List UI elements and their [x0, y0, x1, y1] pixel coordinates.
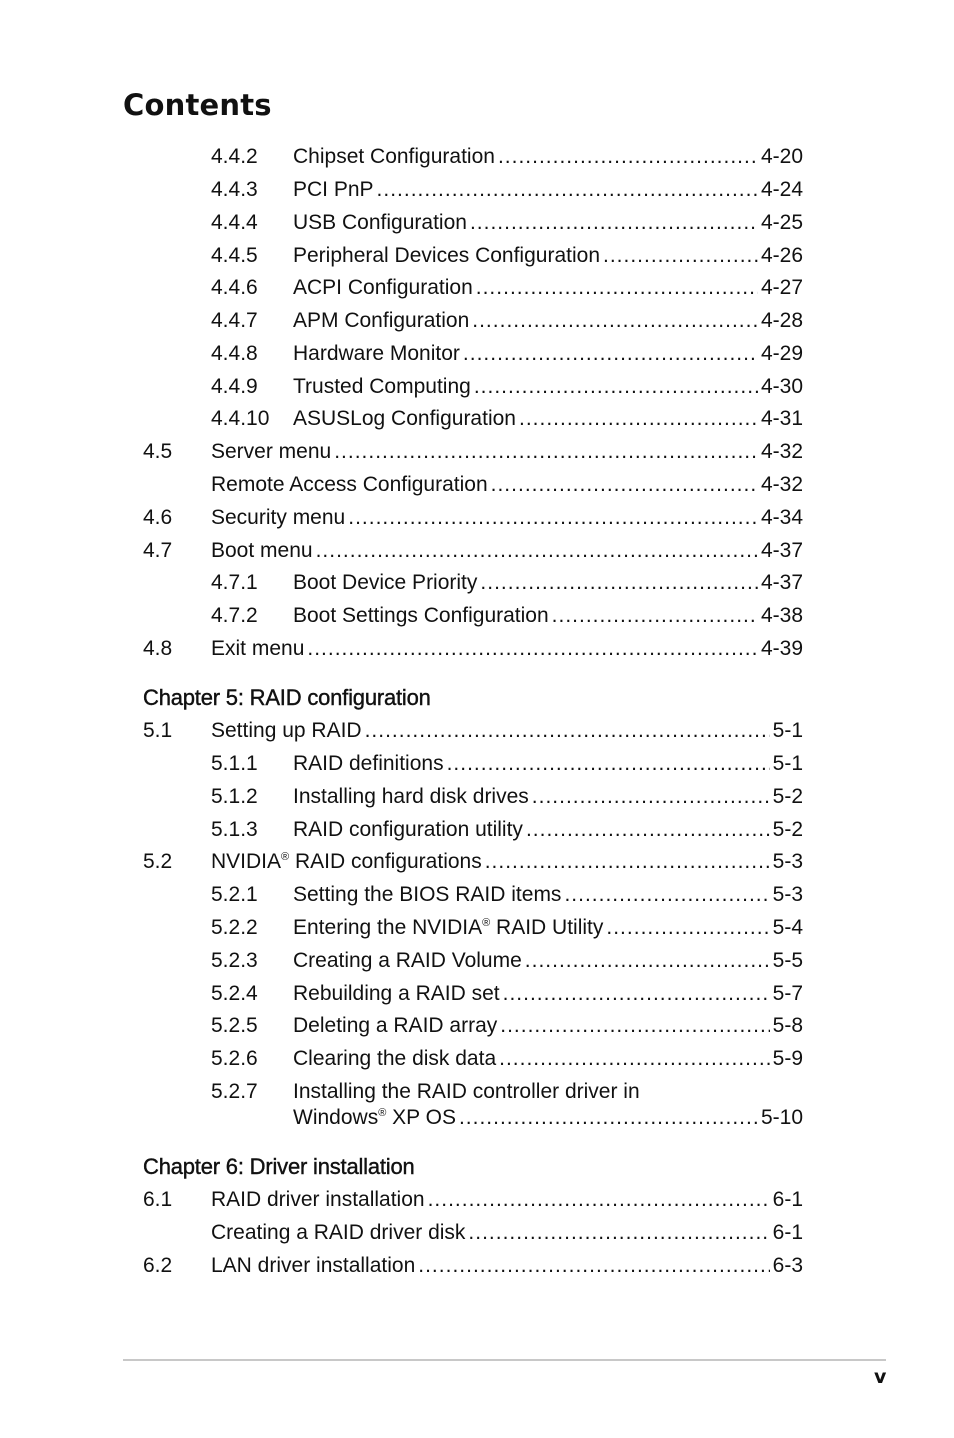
registered-mark: ®: [281, 851, 290, 863]
page-number: v: [874, 1366, 887, 1388]
toc-section-number: 5.2.3: [211, 949, 258, 972]
page-title: Contents: [123, 88, 272, 122]
dot-leader: [519, 403, 758, 435]
toc-entry-line: [211, 469, 803, 501]
toc-entry-title: Clearing the disk data: [293, 1047, 497, 1070]
dot-leader: [606, 912, 769, 944]
footer-divider: [123, 1359, 886, 1361]
toc-page-number: 4-28: [760, 309, 803, 332]
toc-section-number: 4.7: [143, 539, 173, 562]
toc-entry-title: RAID driver installation: [211, 1188, 425, 1211]
toc-page-number: 4-24: [760, 178, 803, 201]
toc-entry-line: [211, 1250, 803, 1282]
dot-leader: [348, 502, 758, 534]
dot-leader: [472, 305, 758, 337]
toc-entry-title: ASUSLog Configuration: [293, 407, 516, 430]
toc-page-number: 4-27: [760, 276, 803, 299]
toc-entry-title: Rebuilding a RAID set: [293, 982, 500, 1005]
toc-entry-title: Creating a RAID Volume: [293, 949, 522, 972]
toc-page-number: 4-38: [760, 604, 803, 627]
toc-entry-line: [293, 748, 803, 780]
chapter-heading: Chapter 5: RAID configuration: [143, 685, 431, 710]
toc-section-number: 4.4.3: [211, 178, 258, 201]
dot-leader: [377, 174, 758, 206]
toc-entry[interactable]: [0, 945, 954, 977]
toc-entry[interactable]: [0, 141, 954, 173]
toc-section-number: 5.1.2: [211, 785, 258, 808]
toc-section-number: 4.4.9: [211, 375, 258, 398]
toc-section-number: 4.4.6: [211, 276, 258, 299]
toc-entry-title-part: RAID configurations: [289, 850, 482, 873]
toc-entry-line: [293, 978, 803, 1010]
toc-page-number: 6-3: [772, 1254, 803, 1277]
toc-entry[interactable]: [0, 978, 954, 1010]
toc-entry-line: [211, 633, 803, 665]
toc-page-number: 5-3: [772, 850, 803, 873]
toc-section-number: 4.4.4: [211, 211, 258, 234]
toc-entry-title: Security menu: [211, 506, 346, 529]
chapter-heading: Chapter 6: Driver installation: [143, 1154, 415, 1179]
toc-page-number: 4-31: [760, 407, 803, 430]
dot-leader: [334, 436, 758, 468]
dot-leader: [468, 1217, 769, 1249]
dot-leader: [498, 141, 758, 173]
toc-page-number: 5-2: [772, 818, 803, 841]
toc-entry-title: ACPI Configuration: [293, 276, 473, 299]
toc-page-number: 5-7: [772, 982, 803, 1005]
dot-leader: [480, 567, 758, 599]
toc-section-number: 4.4.2: [211, 145, 258, 168]
toc-entry[interactable]: [0, 814, 954, 846]
toc-entry-line: [293, 240, 803, 272]
dot-leader: [552, 600, 758, 632]
toc-entry-title: [211, 846, 482, 878]
toc-page-number: 4-32: [760, 473, 803, 496]
toc-page-number: 4-26: [760, 244, 803, 267]
dot-leader: [307, 633, 758, 665]
toc-entry[interactable]: [0, 535, 954, 567]
toc-page-number: 6-1: [772, 1221, 803, 1244]
toc-section-number: 5.2.6: [211, 1047, 258, 1070]
toc-entry[interactable]: [0, 748, 954, 780]
toc-section-number: 4.8: [143, 637, 173, 660]
toc-entry[interactable]: [0, 1043, 954, 1075]
toc-section-number: 4.7.1: [211, 571, 258, 594]
toc-entry-title: Boot Settings Configuration: [293, 604, 549, 627]
dot-leader: [463, 338, 758, 370]
dot-leader: [564, 879, 769, 911]
toc-section-number: 6.2: [143, 1254, 173, 1277]
toc-entry-line: [293, 814, 803, 846]
toc-page-number: 6-1: [772, 1188, 803, 1211]
toc-page-number: 4-37: [760, 539, 803, 562]
toc-entry[interactable]: [0, 1184, 954, 1216]
toc-entry-title: Peripheral Devices Configuration: [293, 244, 600, 267]
toc-entry-title: [293, 912, 603, 944]
toc-page-number: 5-4: [772, 916, 803, 939]
toc-entry[interactable]: [0, 174, 954, 206]
toc-entry-title: Installing hard disk drives: [293, 785, 529, 808]
dot-leader: [503, 978, 770, 1010]
toc-entry-line: [293, 600, 803, 632]
toc-entry-line: [293, 338, 803, 370]
toc-entry-line: [293, 272, 803, 304]
toc-entry[interactable]: [0, 567, 954, 599]
toc-page-number: 5-10: [760, 1106, 803, 1129]
toc-entry[interactable]: [0, 633, 954, 665]
toc-section-number: 5.1: [143, 719, 173, 742]
toc-entry-line: [293, 912, 803, 944]
toc-entry-title-part: RAID Utility: [490, 916, 604, 939]
toc-section-number: 4.7.2: [211, 604, 258, 627]
toc-entry-line: [293, 371, 803, 403]
toc-entry[interactable]: [0, 502, 954, 534]
toc-entry[interactable]: [0, 436, 954, 468]
toc-entry-title: Setting up RAID: [211, 719, 362, 742]
toc-entry[interactable]: [0, 912, 954, 944]
dot-leader: [525, 945, 770, 977]
toc-page-number: 4-34: [760, 506, 803, 529]
toc-entry-line: [211, 436, 803, 468]
toc-entry-title: PCI PnP: [293, 178, 374, 201]
toc-entry-continuation[interactable]: [0, 1102, 954, 1134]
toc-entry-line: [293, 174, 803, 206]
toc-entry-line: [293, 207, 803, 239]
toc-section-number: 5.1.3: [211, 818, 258, 841]
dot-leader: [526, 814, 770, 846]
toc-page-number: 5-9: [772, 1047, 803, 1070]
toc-section-number: 5.1.1: [211, 752, 258, 775]
toc-page-number: 4-25: [760, 211, 803, 234]
dot-leader: [365, 715, 770, 747]
toc-entry-line: [211, 715, 803, 747]
toc-section-number: 4.4.7: [211, 309, 258, 332]
toc-section-number: 5.2.7: [211, 1080, 258, 1103]
toc-section-number: 5.2.1: [211, 883, 258, 906]
toc-page-number: 5-1: [772, 719, 803, 742]
toc-entry-line: [293, 1010, 803, 1042]
toc-entry-line: [293, 403, 803, 435]
toc-entry-line: [293, 1043, 803, 1075]
toc-entry[interactable]: [0, 879, 954, 911]
toc-entry-line: [211, 535, 803, 567]
toc-section-number: 4.4.5: [211, 244, 258, 267]
dot-leader: [532, 781, 770, 813]
toc-section-number: 4.4.10: [211, 407, 270, 430]
toc-entry-line: [211, 1217, 803, 1249]
dot-leader: [418, 1250, 769, 1282]
toc-page-number: 5-8: [772, 1014, 803, 1037]
toc-page-number: 4-29: [760, 342, 803, 365]
toc-section-number: 5.2.5: [211, 1014, 258, 1037]
dot-leader: [459, 1102, 758, 1134]
toc-entry-line: [293, 1102, 803, 1134]
dot-leader: [500, 1010, 769, 1042]
toc-entry-title: [293, 1102, 456, 1134]
toc-entry-line: [293, 879, 803, 911]
toc-entry-title: Creating a RAID driver disk: [211, 1221, 466, 1244]
toc-page-number: 5-2: [772, 785, 803, 808]
dot-leader: [485, 846, 770, 878]
toc-entry-title: Trusted Computing: [293, 375, 471, 398]
toc-entry[interactable]: [0, 240, 954, 272]
toc-page-number: 5-3: [772, 883, 803, 906]
toc-page-number: 5-1: [772, 752, 803, 775]
toc-entry-title: Server menu: [211, 440, 332, 463]
toc-entry[interactable]: [0, 371, 954, 403]
toc-entry[interactable]: [0, 1217, 954, 1249]
toc-entry-title: Remote Access Configuration: [211, 473, 488, 496]
toc-entry-title: Boot menu: [211, 539, 313, 562]
toc-section-number: 4.5: [143, 440, 173, 463]
toc-entry[interactable]: [0, 846, 954, 878]
toc-page-number: 4-39: [760, 637, 803, 660]
toc-entry[interactable]: [0, 272, 954, 304]
toc-entry-title: APM Configuration: [293, 309, 470, 332]
toc-entry-title-part: Windows: [293, 1106, 379, 1129]
toc-entry-line: [293, 141, 803, 173]
toc-entry-title-part: Entering the NVIDIA: [293, 916, 483, 939]
toc-entry[interactable]: [0, 715, 954, 747]
toc-page-number: 4-32: [760, 440, 803, 463]
toc-entry-title: Exit menu: [211, 637, 305, 660]
toc-entry-title: Chipset Configuration: [293, 145, 495, 168]
toc-entry-title: Installing the RAID controller driver in: [293, 1080, 640, 1103]
toc-entry[interactable]: [0, 781, 954, 813]
dot-leader: [476, 272, 758, 304]
toc-page-number: 4-37: [760, 571, 803, 594]
toc-entry-title: Boot Device Priority: [293, 571, 478, 594]
toc-entry-title: Deleting a RAID array: [293, 1014, 498, 1037]
toc-entry-title-part: XP OS: [386, 1106, 456, 1129]
toc-section-number: 6.1: [143, 1188, 173, 1211]
toc-entry-line: [293, 945, 803, 977]
toc-entry-title: Setting the BIOS RAID items: [293, 883, 562, 906]
registered-mark: ®: [482, 917, 491, 929]
toc-section-number: 4.6: [143, 506, 173, 529]
toc-section-number: 5.2.2: [211, 916, 258, 939]
toc-page-number: 4-20: [760, 145, 803, 168]
toc-entry[interactable]: [0, 403, 954, 435]
toc-page-number: 5-5: [772, 949, 803, 972]
toc-entry-title: USB Configuration: [293, 211, 467, 234]
toc-entry[interactable]: [0, 338, 954, 370]
dot-leader: [603, 240, 758, 272]
toc-entry-line: [293, 305, 803, 337]
toc-entry[interactable]: [0, 207, 954, 239]
toc-section-number: 5.2: [143, 850, 173, 873]
toc-entry-title: Hardware Monitor: [293, 342, 460, 365]
toc-entry-line: [293, 781, 803, 813]
toc-page-number: 4-30: [760, 375, 803, 398]
toc-entry[interactable]: [0, 1010, 954, 1042]
dot-leader: [428, 1184, 770, 1216]
toc-entry-line: [211, 846, 803, 878]
registered-mark: ®: [378, 1107, 387, 1119]
toc-section-number: 5.2.4: [211, 982, 258, 1005]
toc-entry-line: [211, 502, 803, 534]
dot-leader: [499, 1043, 770, 1075]
dot-leader: [447, 748, 770, 780]
toc-entry[interactable]: [0, 305, 954, 337]
toc-section-number: 4.4.8: [211, 342, 258, 365]
dot-leader: [491, 469, 758, 501]
toc-entry[interactable]: [0, 1250, 954, 1282]
toc-entry-title-part: NVIDIA: [211, 850, 282, 873]
dot-leader: [474, 371, 758, 403]
dot-leader: [470, 207, 758, 239]
toc-entry-title: RAID configuration utility: [293, 818, 523, 841]
toc-entry-line: [293, 567, 803, 599]
toc-entry-title: LAN driver installation: [211, 1254, 416, 1277]
toc-entry-title: RAID definitions: [293, 752, 444, 775]
toc-entry[interactable]: [0, 469, 954, 501]
toc-entry-line: [211, 1184, 803, 1216]
dot-leader: [316, 535, 758, 567]
toc-entry[interactable]: [0, 600, 954, 632]
